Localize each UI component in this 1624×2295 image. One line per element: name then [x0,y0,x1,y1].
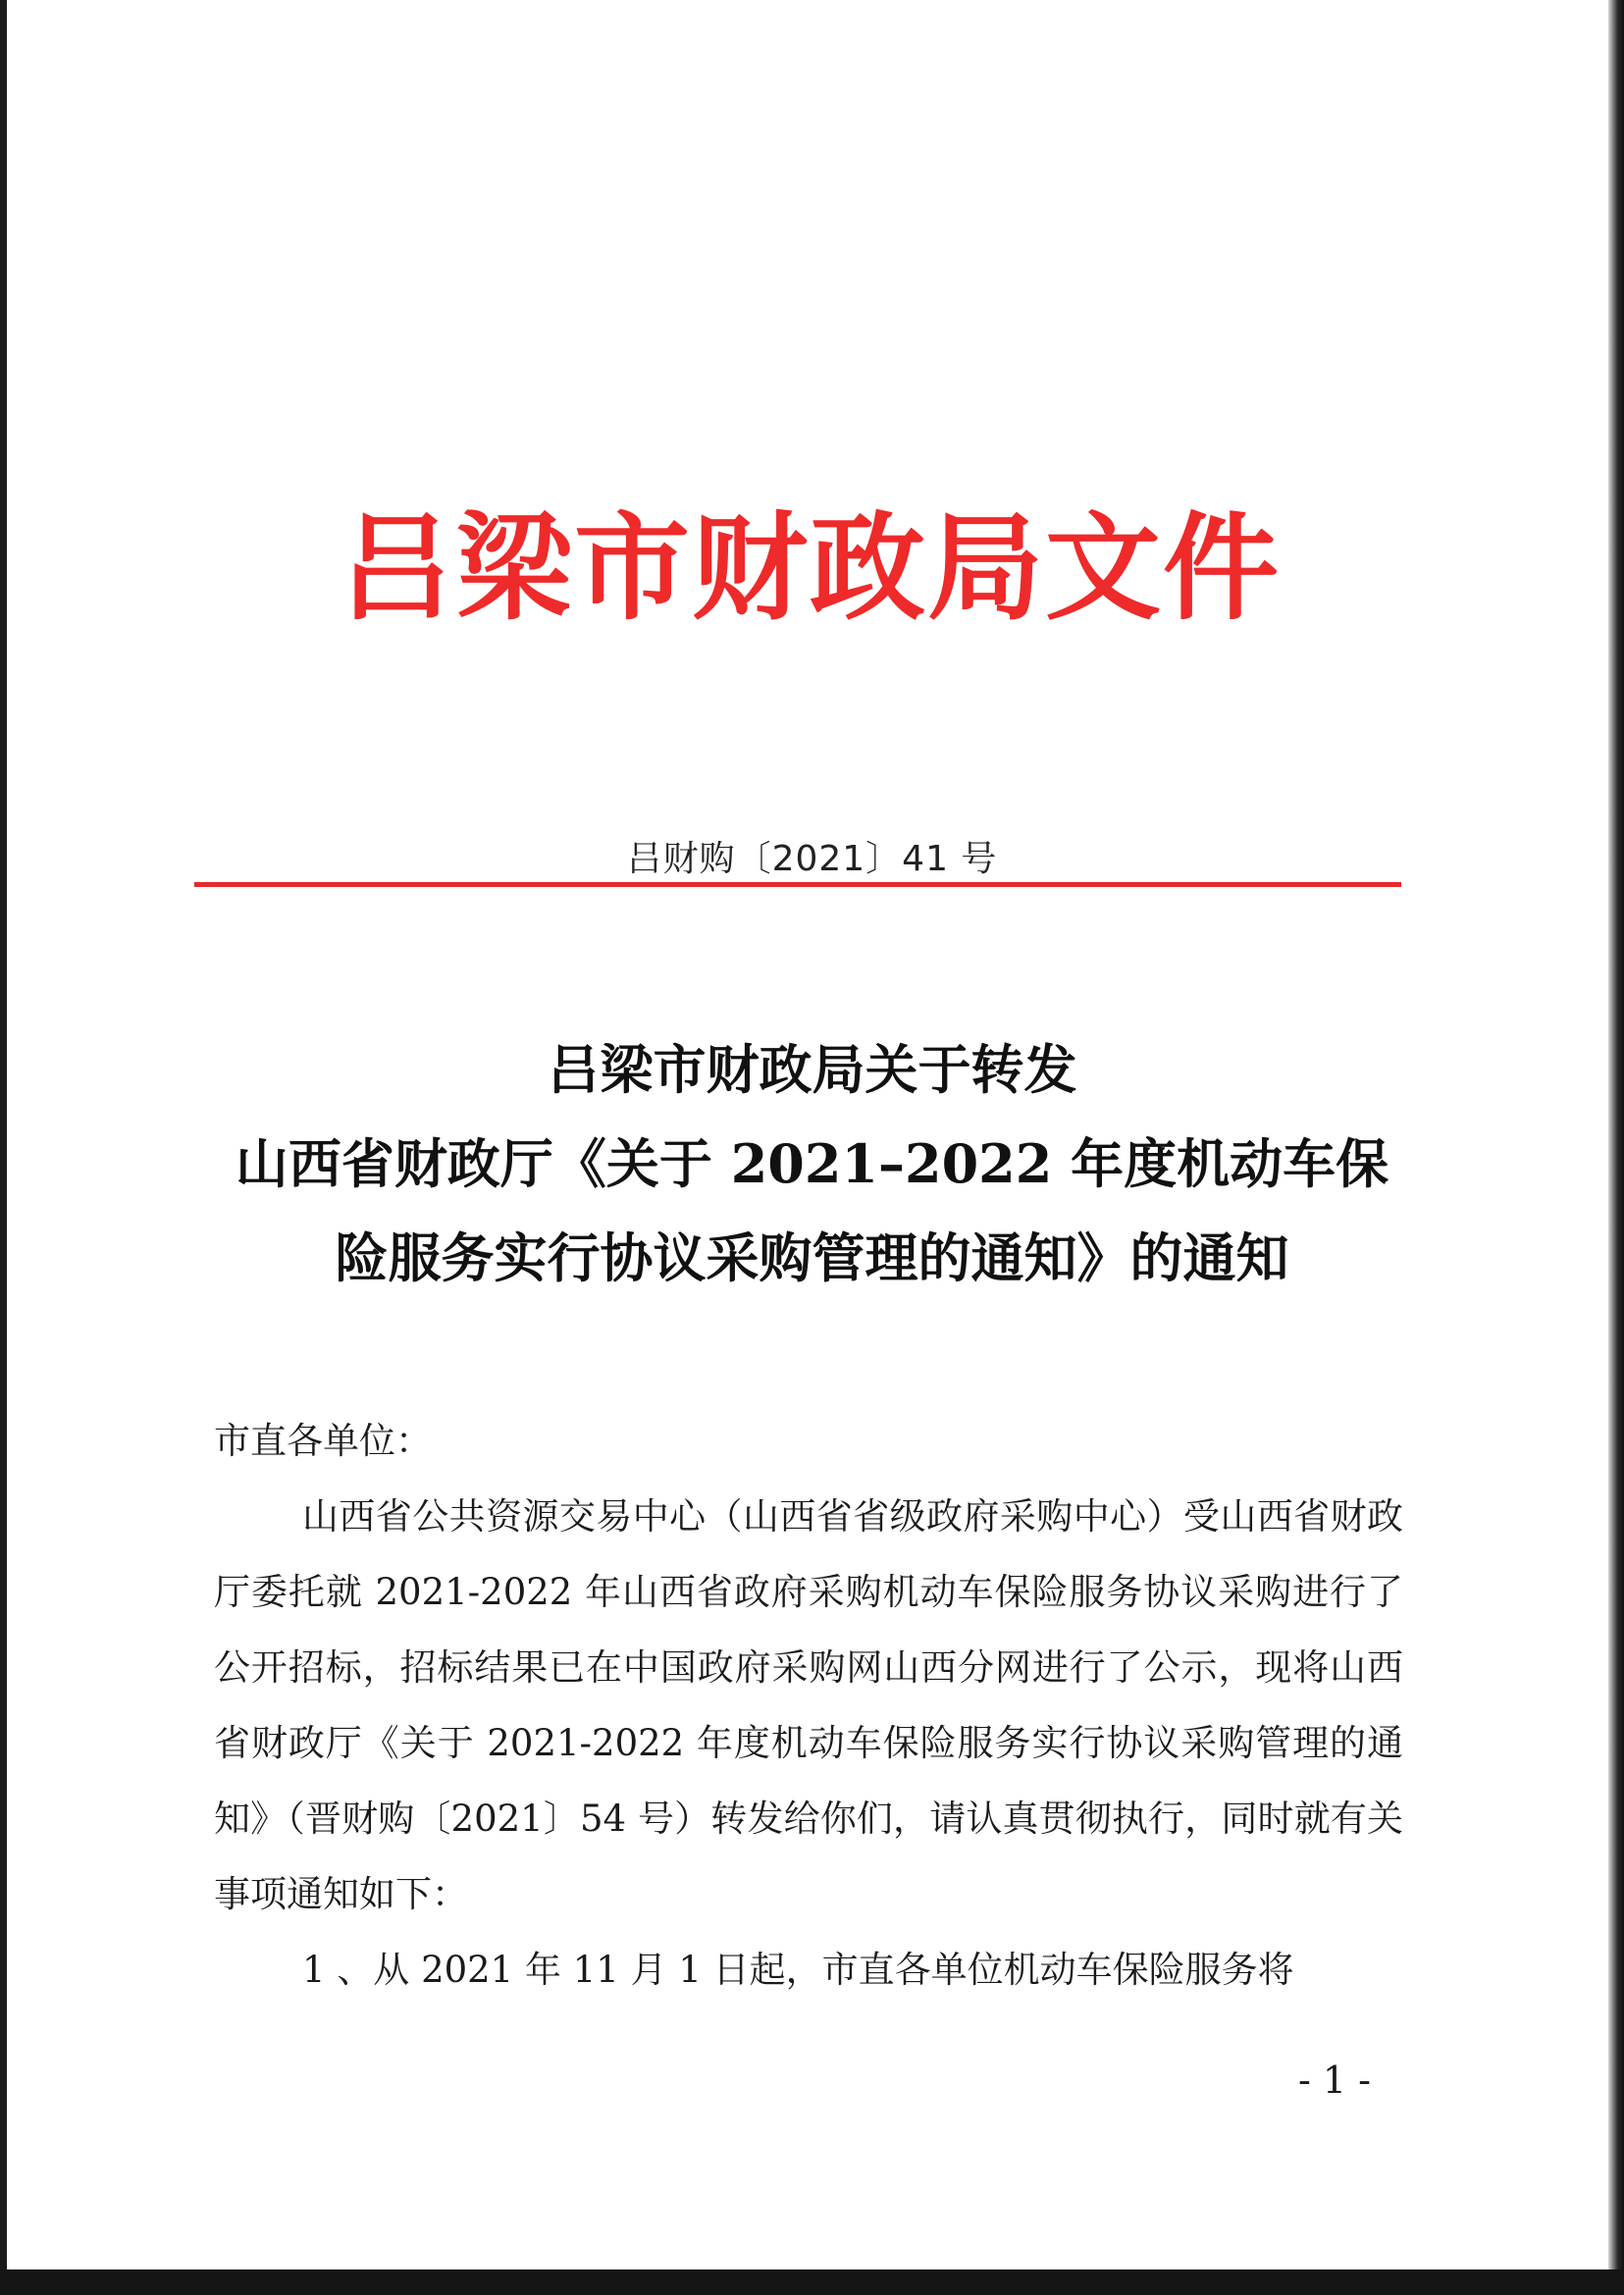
agency-header-title: 吕梁市财政局文件 [338,499,1281,636]
body-paragraph-2: 1 、从 2021 年 11 月 1 日起，市直各单位机动车保险服务将 [302,1949,1294,1991]
scan-edge-right [1608,0,1624,2295]
document-body [214,1403,1403,2008]
body-paragraph-1: 山西省公共资源交易中心（山西省省级政府采购中心）受山西省财政厅委托就 2021-2022 年山西省政府采购机动车保险服务协议采购进行了公开招标，招标结果已在中国政府采购网山西分网进行了公示，现将山西省财政厅《关于 2021-2022 年度机动车保险服务实行协议采购管理的通知》（晋财购〔2021〕54 号）转发给你们，请认真贯彻执行，同时就有关事项通知如下： [214,1495,1403,1915]
title-line-2: 山西省财政厅《关于 2021–2022 年度机动车保 [235,1132,1389,1195]
title-line-1: 吕梁市财政局关于转发 [547,1038,1077,1101]
title-line-3: 险服务实行协议采购管理的通知》的通知 [335,1226,1289,1289]
page-number: - 1 - [1297,2059,1371,2102]
document-number: 吕财购〔2021〕41 号 [626,839,998,879]
scan-edge-left [0,0,7,2295]
scan-edge-bottom [0,2269,1624,2295]
salutation: 市直各单位： [214,1420,432,1462]
document-title [186,1022,1438,1305]
header-red-rule [194,882,1401,887]
